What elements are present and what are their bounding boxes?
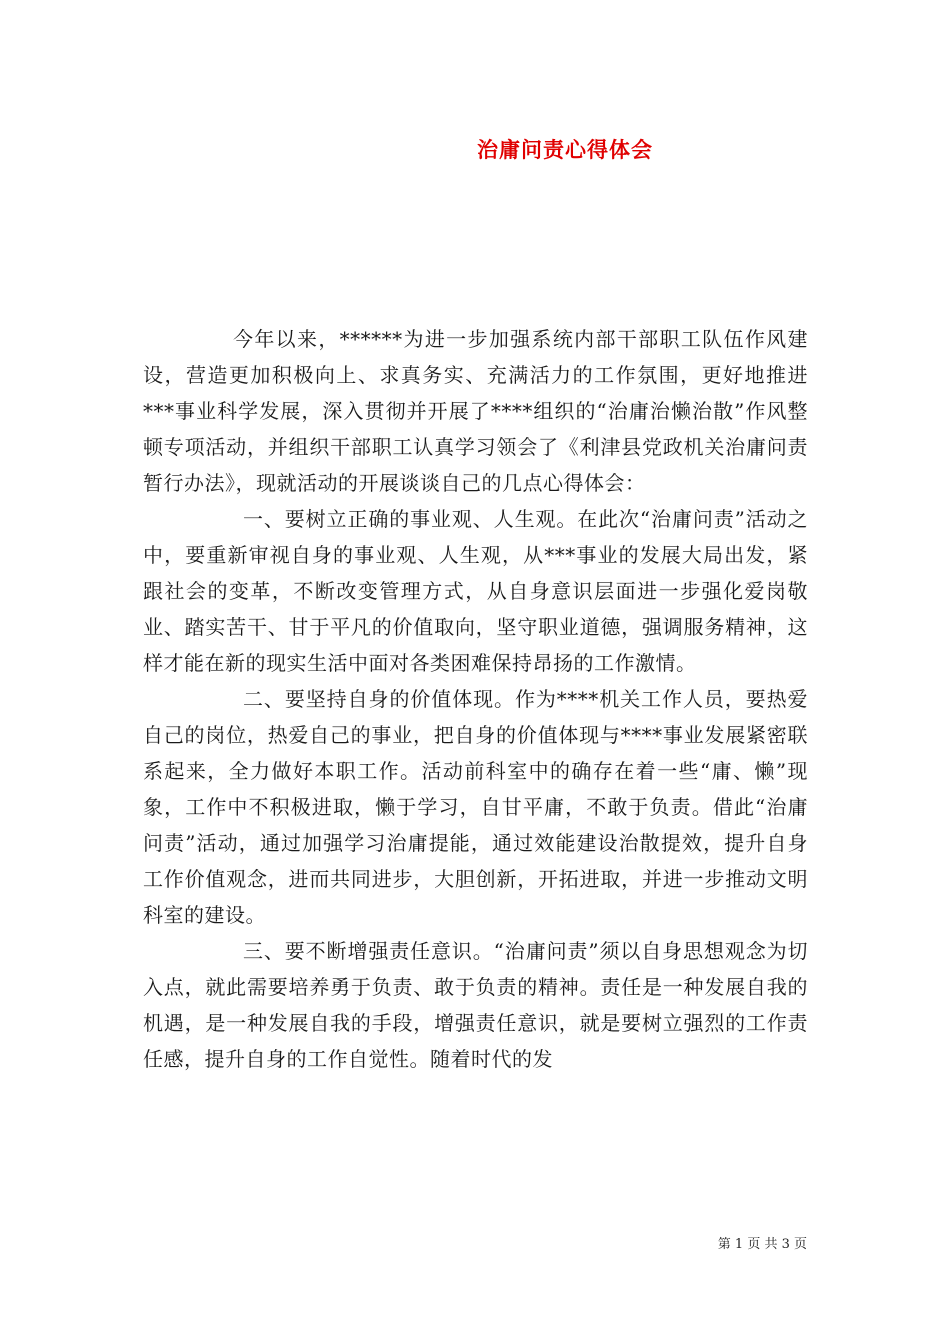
document-body [143, 321, 808, 1077]
page-title: 治庸问责心得体会 [477, 137, 653, 162]
paragraph-point-three: 三、要不断增强责任意识。“治庸问责”须以自身思想观念为切入点，就此需要培养勇于负责、敢于负责的精神。责任是一种发展自我的机遇，是一种发展自我的手段，增强责任意识，就是要树立强烈的工作责任感，提升自身的工作自觉性。随着时代的发 [143, 939, 808, 1071]
page-number-indicator: 第 1 页 共 3 页 [717, 1237, 807, 1252]
paragraph-point-one: 一、要树立正确的事业观、人生观。在此次“治庸问责”活动之中，要重新审视自身的事业观、人生观，从***事业的发展大局出发，紧跟社会的变革，不断改变管理方式，从自身意识层面进一步强化爱岗敬业、踏实苦干、甘于平凡的价值取向，坚守职业道德，强调服务精神，这样才能在新的现实生活中面对各类困难保持昂扬的工作激情。 [143, 507, 808, 675]
paragraph-intro: 今年以来，******为进一步加强系统内部干部职工队伍作风建设，营造更加积极向上、求真务实、充满活力的工作氛围，更好地推进***事业科学发展，深入贯彻并开展了****组织的“治庸治懒治散”作风整顿专项活动，并组织干部职工认真学习领会了《利津县党政机关治庸问责暂行办法》，现就活动的开展谈谈自己的几点心得体会： [143, 327, 808, 495]
paragraph-point-two: 二、要坚持自身的价值体现。作为****机关工作人员，要热爱自己的岗位，热爱自己的事业，把自身的价值体现与****事业发展紧密联系起来，全力做好本职工作。活动前科室中的确存在着一些“庸、懒”现象，工作中不积极进取，懒于学习，自甘平庸，不敢于负责。借此“治庸问责”活动，通过加强学习治庸提能，通过效能建设治散提效，提升自身工作价值观念，进而共同进步，大胆创新，开拓进取，并进一步推动文明科室的建设。 [143, 687, 808, 927]
